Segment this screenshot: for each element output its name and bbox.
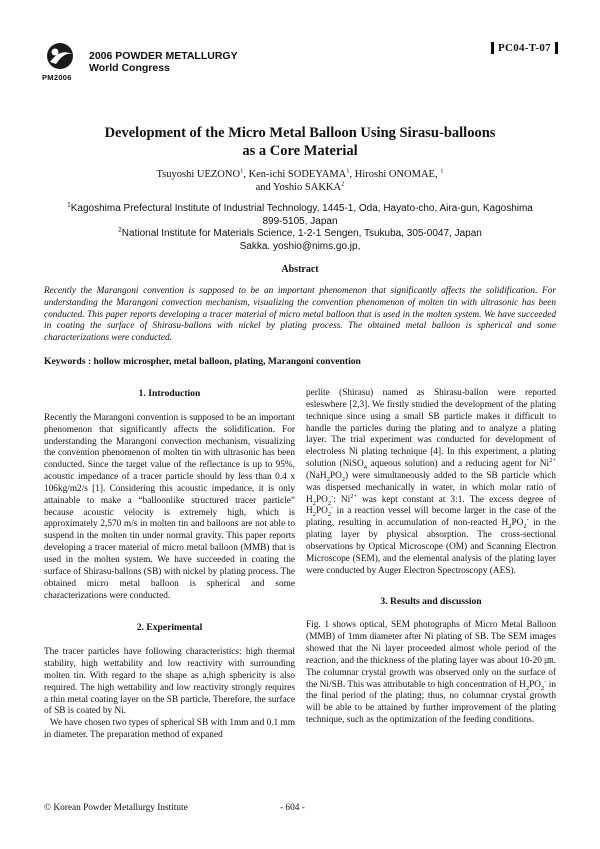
- intro-paragraph: Recently the Marangoni convention is supposed to be an important phenomenon that significantly affects the solidification. For understanding the Marangoni convection mechanism, visualizing the convention phenomenon of molten tin with ultrasonic has been conducted. Since the target value of the reflectance is up to 95%, acoustic impedance of a tracer particle should by less than 0.4 x 106kg/m2/s [1]. Considering this acoustic impedance, it is only attainable to make a “balloonlike structured tracer particle” because acoustic velocity is extremely high, which is approximately 2,570 m/s in molten tin and balloons are not able to suspend in the molten tin under normal gravity. This paper reports developing a tracer material of micro metal balloon (MMB) that is used in the molten system. We have succeeded in coating the surface of Shirasu-ballons (SB) with nickel by plating process. The obtained micro metal balloon is spherical and some characterizations were conducted.: [44, 412, 295, 601]
- page-number: - 604 -: [280, 803, 305, 813]
- author-list: [40, 168, 560, 194]
- affiliation-1-line-1: [40, 203, 560, 216]
- title-line-1: Development of the Micro Metal Balloon Using Sirasu-balloons: [104, 125, 496, 141]
- author-2: , Ken-ichi SODEYAMA: [243, 169, 347, 180]
- right-column: [306, 388, 556, 727]
- left-column: [44, 388, 295, 742]
- affiliation-1-num: 1: [67, 201, 71, 209]
- conference-name: [89, 50, 238, 74]
- abstract-heading: Abstract: [281, 264, 319, 275]
- experimental-paragraph-1: The tracer particles have following characteristics: high thermal stability, high wettability and low reactivity with surrounding molten tin. With regard to the shape as a,high sphericity is also required. The high wettability and low reactivity strongly requires a thin metal coating layer on the SB particle. Therefore, the surface of SB is coated by Ni.: [44, 647, 295, 717]
- author-1-sup: 1: [240, 167, 244, 175]
- abstract-text: Recently the Marangoni convention is supposed to be an important phenomenon that significantly affects the solidification. For understanding the Marangoni convection mechanism, visualizing the convention phenomenon of molten tin with ultrasonic has been conducted. This paper reports developing a tracer material of micro metal balloon that is used in the molten system. We have succeeded in coating the surface of Shirasu-ballons with nickel by plating process. The obtained metal balloon is spherical and some characterizations were conducted.: [44, 286, 556, 344]
- author-3-sup: 1: [440, 167, 444, 175]
- intro-heading: 1. Introduction: [138, 388, 201, 399]
- affiliation-2-num: 2: [118, 226, 122, 234]
- results-heading: 3. Results and discussion: [380, 595, 482, 607]
- affiliation-1-text: Kagoshima Prefectural Institute of Industrial Technology, 1445-1, Oda, Hayato-cho, Aira-gun, Kagoshima: [70, 203, 533, 214]
- logo-year-text: PM2006: [42, 73, 72, 82]
- paper-title: [40, 124, 560, 160]
- paper-code-badge: PC04-T-07: [491, 42, 558, 54]
- author-4: and Yoshio SAKKA: [255, 182, 342, 193]
- results-paragraph: Fig. 1 shows optical, SEM photographs of Micro Metal Balloon (MMB) of 1mm diameter after Ni plating of SB. The SEM images showed that the Ni layer proceeded almost whole period of the reaction, and the thickness of the plating layer was about 10-20 ㎛. The columnar crystal growth was observed only on the surface of the Ni/SB. This was attributable to high concentration of $H_2PO_2^-$ in the final period of the plating; thus, no columnar crystal growth will be able to be attained by further improvement of the plating technique, such as the optimization of the feeding conditions.: [306, 620, 556, 726]
- conference-line-2: World Congress: [89, 62, 170, 74]
- affiliation-2-text: National Institute for Materials Science, 1-2-1 Sengen, Tsukuba, 305-0047, Japan: [121, 228, 482, 239]
- footer-copyright: © Korean Powder Metallurgy Institute: [44, 803, 188, 813]
- author-2-sup: 1: [346, 167, 350, 175]
- experimental-heading: 2. Experimental: [136, 622, 203, 634]
- affiliations: [40, 203, 560, 253]
- title-line-2: as a Core Material: [242, 143, 358, 159]
- author-3: , Hiroshi ONOMAE,: [349, 169, 441, 180]
- keywords: Keywords : hollow microspher, metal balloon, plating, Marangoni convention: [44, 356, 361, 367]
- experimental-continued-paragraph: perlite (Shirasu) named as Shirasu-ballon were reported esleswhere [2,3]. We firstly studied the development of the plating technique since using a small SB particle makes it difficult to handle the particles during the plating and to analyze a plating layer. The trial experiment was conducted for development of electroless Ni plating technique [4]. In this experiment, a plating solution (NiSO$_4$ aqueous solution) and a reducing agent for $Ni^{2+}$ $(NaH_2PO_2)$ were simultaneously added to the SB particle which was dispersed mechanically in water, in which molar ratio of $H_2PO_2^-$: $Ni^{2+}$ was kept constant at 3:1. The excess degree of $H_2PO_2^-$ in a reaction vessel will become larger in the case of the plating, resulting in accumulation of non-reacted $H_2PO_2^-$ in the plating layer by physical absorption. The cross-sectional observations by Optical Microscope (OM) and Scanning Electron Microscope (SEM), and the elemental analysis of the plating layer were conducted by Auger Electron Spectroscopy (AES).: [306, 388, 556, 576]
- affiliation-1-line-2: 899-5105, Japan: [262, 215, 338, 227]
- affiliation-2-line-2: Sakka. yoshio@nims.go.jp,: [239, 240, 361, 252]
- author-1: Tsuyoshi UEZONO: [156, 169, 241, 180]
- affiliation-2-line-1: [40, 228, 560, 241]
- author-4-sup: 2: [341, 180, 345, 188]
- authors-line-1: [40, 168, 560, 181]
- experimental-paragraph-2: We have chosen two types of spherical SB with 1mm and 0.1 mm in diameter. The preparation method of expaned: [44, 718, 295, 741]
- conference-line-1: 2006 POWDER METALLURGY: [89, 50, 238, 62]
- authors-line-2: [40, 181, 560, 194]
